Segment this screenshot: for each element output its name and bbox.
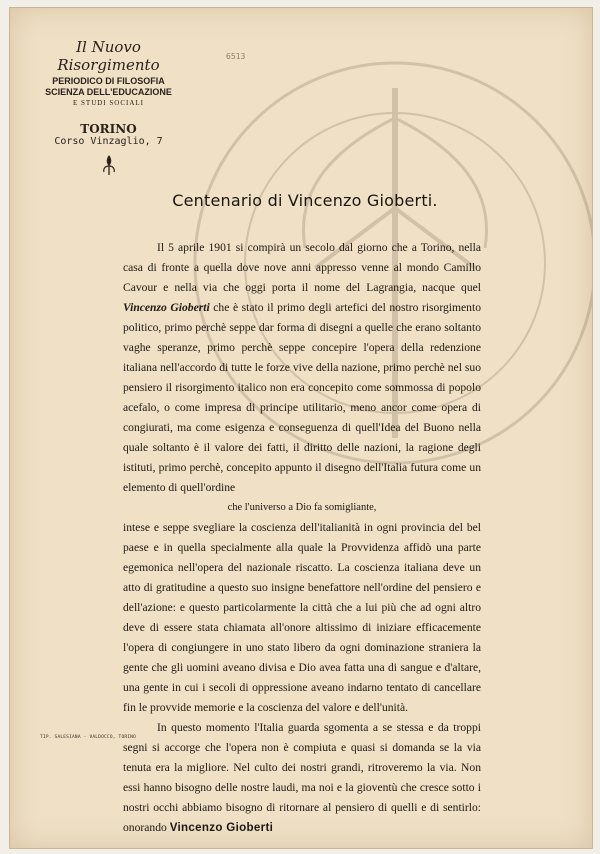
masthead xyxy=(26,38,191,181)
journal-name: Il Nuovo Risorgimento xyxy=(57,38,160,74)
journal-subtitle-1: PERIODICO DI FILOSOFIA xyxy=(52,76,165,86)
paragraph-3 xyxy=(123,718,481,838)
masthead-city: TORINO xyxy=(80,122,137,136)
fleuron-icon xyxy=(102,154,116,176)
document-page xyxy=(9,7,593,849)
gioberti-name-closing: Vincenzo Gioberti xyxy=(169,821,274,834)
paragraph-1 xyxy=(123,238,481,498)
journal-subtitle-3: E STUDI SOCIALI xyxy=(73,99,144,107)
masthead-address: Corso Vinzaglio, 7 xyxy=(54,136,163,147)
printer-imprint: TIP. SALESIANA - VALDOCCO, TORINO xyxy=(40,735,137,740)
paragraph-1-text-a: Il 5 aprile 1901 si compirà un secolo dal giorno che a Torino, nella casa di fronte a quella dove nove anni appresso venne al mondo Camillo Cavour e nella via che oggi porta il nome del Lagrangia, nacque quel xyxy=(123,241,481,294)
gioberti-name: Vincenzo Gioberti xyxy=(123,301,210,314)
article-body xyxy=(123,238,481,838)
paragraph-1-text-b: che è stato il primo degli artefici del nostro risorgimento politico, primo perchè seppe dar forma di disegni a quelle che erano soltanto vaghe speranze, primo perchè seppe concepire l'opera della redenzione italiana nell'accordo di tutte le forze vive della nazione, primo perchè nel suo pensiero il risorgimento italico non era concepito come sommossa di popolo acefalo, o come impresa di principe utilitario, meno ancor come opera di congiurati, ma come esigenza e conseguenza di quell'Idea del Buono nella quale soltanto è il valore dei fatti, il diritto delle nazioni, la ragione degli istituti, primo perchè, concepito appunto il disegno dell'Italia futura come un elemento di quell'ordine xyxy=(123,301,481,494)
dante-quote: che l'universo a Dio fa somigliante, xyxy=(227,502,377,513)
journal-subtitle-2: SCIENZA DELL'EDUCAZIONE xyxy=(45,87,172,97)
article-title: Centenario di Vincenzo Gioberti. xyxy=(172,191,438,210)
inventory-stamp: 6513 xyxy=(226,52,246,61)
paragraph-2: intese e seppe svegliare la coscienza dell'italianità in ogni provincia del bel paese e in quella specialmente alla quale la Provvidenza affidò una parte egemonica nell'opera del nazionale riscatto. La coscienza italiana deve un atto di gratitudine a questo suo insigne benefattore nell'ordine del pensiero e dell'azione: e questo particolarmente la città che a lui più che ad ogni altro deve di essere stata chiamata all'onore altissimo di iniziare efficacemente l'opera di congiungere in uno stato libero da ogni dominazione straniera la gente che gli uomini aveano divisa e Dio avea fatta una di sangue e d'altare, una gente in cui i secoli di oppressione aveano indarno tentato di cancellare fin le provvide memorie e la coscienza del valore e dell'unità. xyxy=(123,521,481,714)
paragraph-3-text-a: In questo momento l'Italia guarda sgomenta a se stessa e da troppi segni si accorge che l'opera non è compiuta e quasi si domanda se la via tenuta era la migliore. Nel culto dei nostri grandi, ritroveremo la via. Non essi hanno bisogno delle nostre laudi, ma noi e la gioventù che cresce sotto i nostri occhi abbiamo bisogno di ritornare al pensiero di quelli e di sentirlo: onorando xyxy=(123,721,481,834)
